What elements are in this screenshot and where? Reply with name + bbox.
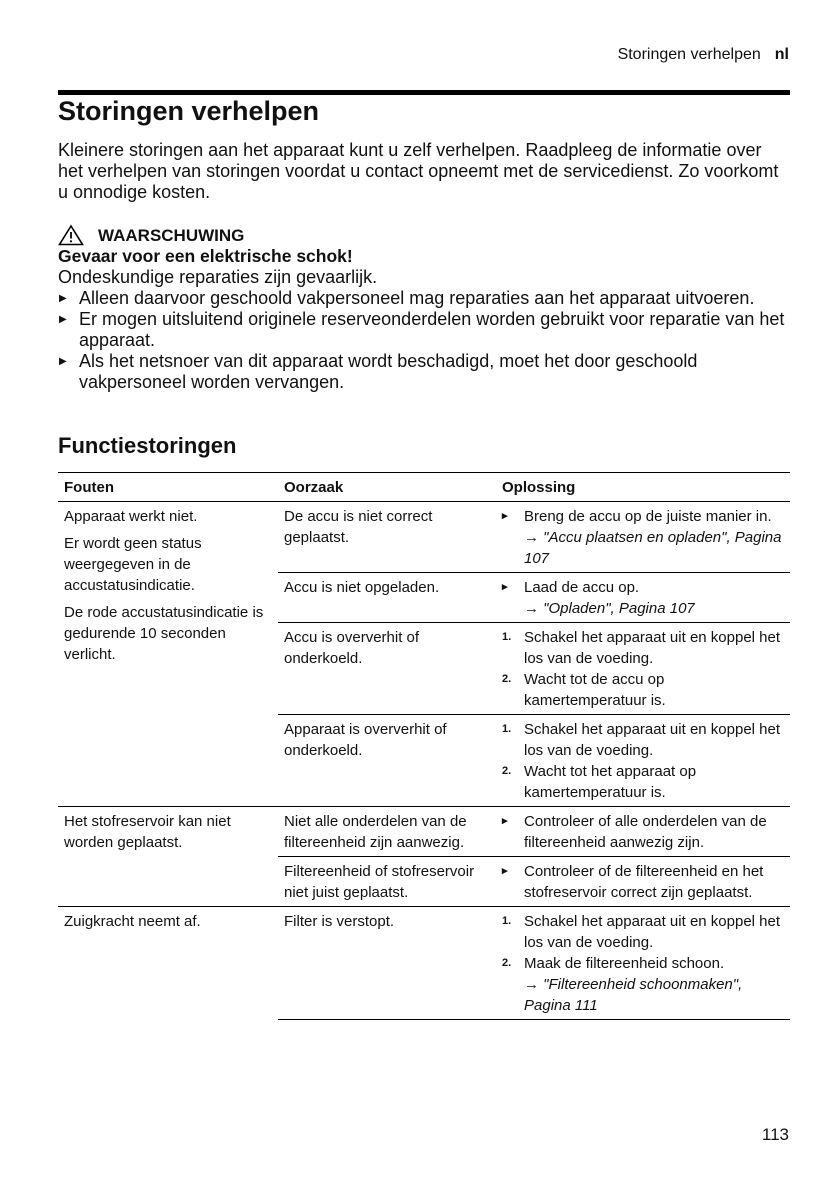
solution-text: Controleer of de filtereenheid en het stofreservoir correct zijn geplaatst. (524, 863, 764, 901)
cause-list (278, 907, 790, 1020)
solution-text: Laad de accu op. (524, 579, 640, 596)
warning-box (58, 224, 790, 393)
cause-list (278, 807, 790, 906)
error-text: Zuigkracht neemt af. (64, 913, 201, 930)
header-lang: nl (774, 46, 789, 63)
cause-list (278, 502, 790, 806)
table-row (278, 857, 790, 906)
error-cell (58, 807, 278, 906)
solution-item (502, 719, 790, 761)
error-text: Apparaat werkt niet. (64, 508, 198, 525)
solution-text: Schakel het apparaat uit en koppel het los van de voeding. (524, 913, 781, 951)
bullet-icon: ▶ (59, 356, 67, 367)
solution-item (502, 627, 790, 669)
page-reference-link[interactable]: → "Opladen", Pagina 107 (524, 600, 695, 617)
table-row (278, 623, 790, 715)
bullet-icon: ▶ (59, 314, 67, 325)
page-reference-link[interactable]: → "Filtereenheid schoonmaken", Pagina 111 (524, 976, 743, 1014)
troubleshooting-table (58, 472, 790, 1020)
cause-cell: Filtereenheid of stofreservoir niet juist geplaatst. (284, 863, 475, 901)
page-title: Storingen verhelpen (58, 96, 320, 126)
warning-bullet: ▶ Als het netsnoer van dit apparaat wordt beschadigd, moet het door geschoold vakpersoneel worden vervangen. (59, 351, 698, 392)
solution-text: Wacht tot het apparaat op kamertemperatuur is. (524, 763, 697, 801)
solution-item (502, 506, 790, 569)
solution-cell (498, 719, 790, 803)
error-text: De rode accustatusindicatie is gedurende 10 seconden verlicht. (64, 604, 264, 663)
step-number: 1. (502, 915, 512, 927)
table-header (58, 473, 790, 502)
table-row-group (58, 807, 790, 907)
section-title: Functiestoringen (58, 433, 237, 458)
error-cell (58, 907, 278, 1020)
warning-icon (58, 224, 84, 246)
solution-item (502, 577, 790, 619)
bullet-icon: ▸ (502, 865, 508, 877)
solution-cell (498, 811, 790, 853)
solution-item (502, 761, 790, 803)
header-oplossing: Oplossing (502, 478, 576, 496)
solution-cell (498, 506, 790, 569)
solution-cell (498, 627, 790, 711)
solution-text: Wacht tot de accu op kamertemperatuur is. (524, 671, 666, 709)
bullet-icon: ▸ (502, 581, 508, 593)
solution-text: Controleer of alle onderdelen van de filtereenheid aanwezig zijn. (524, 813, 767, 851)
header-fouten: Fouten (64, 478, 114, 496)
page-number: 113 (761, 1125, 789, 1144)
step-number: 2. (502, 765, 512, 777)
warning-list (58, 288, 790, 393)
warning-subtitle: Gevaar voor een elektrische schok! (58, 246, 353, 266)
bullet-icon: ▶ (59, 293, 67, 304)
running-header (618, 46, 789, 64)
intro-text: Kleinere storingen aan het apparaat kunt u zelf verhelpen. Raadpleeg de informatie over het verhelpen van storingen voordat u contact opneemt met de servicedienst. Zo voorkomt u onnodige kosten. (58, 140, 779, 202)
table-row (278, 807, 790, 857)
step-number: 1. (502, 723, 512, 735)
solution-text: Schakel het apparaat uit en koppel het los van de voeding. (524, 721, 781, 759)
solution-cell (498, 911, 790, 1016)
cause-cell: Niet alle onderdelen van de filtereenheid zijn aanwezig. (284, 813, 467, 851)
warning-bullet: ▶ Alleen daarvoor geschoold vakpersoneel mag reparaties aan het apparaat uitvoeren. (59, 288, 755, 308)
warning-bullet: ▶ Er mogen uitsluitend originele reserveonderdelen worden gebruikt voor reparatie van het apparaat. (59, 309, 785, 350)
solution-text: Breng de accu op de juiste manier in. (524, 508, 772, 525)
solution-text: Maak de filtereenheid schoon. (524, 955, 725, 972)
cause-cell: Apparaat is oververhit of onderkoeld. (284, 721, 447, 759)
title-rule (58, 90, 790, 95)
table-row (278, 502, 790, 573)
solution-cell (498, 577, 790, 619)
table-row-group (58, 502, 790, 807)
cause-cell: De accu is niet correct geplaatst. (284, 508, 433, 546)
table-row-group (58, 907, 790, 1020)
error-text: Er wordt geen status weergegeven in de accustatusindicatie. (64, 535, 202, 594)
step-number: 1. (502, 631, 512, 643)
warning-text: Ondeskundige reparaties zijn gevaarlijk. (58, 267, 378, 287)
solution-text: Schakel het apparaat uit en koppel het los van de voeding. (524, 629, 781, 667)
table-row (278, 715, 790, 806)
cause-cell: Filter is verstopt. (284, 913, 395, 930)
table-row (278, 907, 790, 1020)
table-body (58, 502, 790, 1020)
solution-item (502, 811, 790, 853)
table-row (278, 573, 790, 623)
warning-label: WAARSCHUWING (98, 225, 245, 245)
cause-cell: Accu is oververhit of onderkoeld. (284, 629, 420, 667)
solution-item (502, 669, 790, 711)
error-cell (58, 502, 278, 806)
page-reference-link[interactable]: → "Accu plaatsen en opladen", Pagina 107 (524, 529, 782, 567)
solution-cell (498, 861, 790, 903)
warning-title (58, 224, 790, 246)
step-number: 2. (502, 673, 512, 685)
solution-item (502, 911, 790, 953)
header-oorzaak: Oorzaak (284, 478, 344, 496)
header-section: Storingen verhelpen (617, 46, 761, 63)
bullet-icon: ▸ (502, 510, 508, 522)
solution-item (502, 861, 790, 903)
bullet-icon: ▸ (502, 815, 508, 827)
step-number: 2. (502, 957, 512, 969)
cause-cell: Accu is niet opgeladen. (284, 579, 440, 596)
error-text: Het stofreservoir kan niet worden geplaatst. (64, 813, 231, 851)
solution-item (502, 953, 790, 1016)
